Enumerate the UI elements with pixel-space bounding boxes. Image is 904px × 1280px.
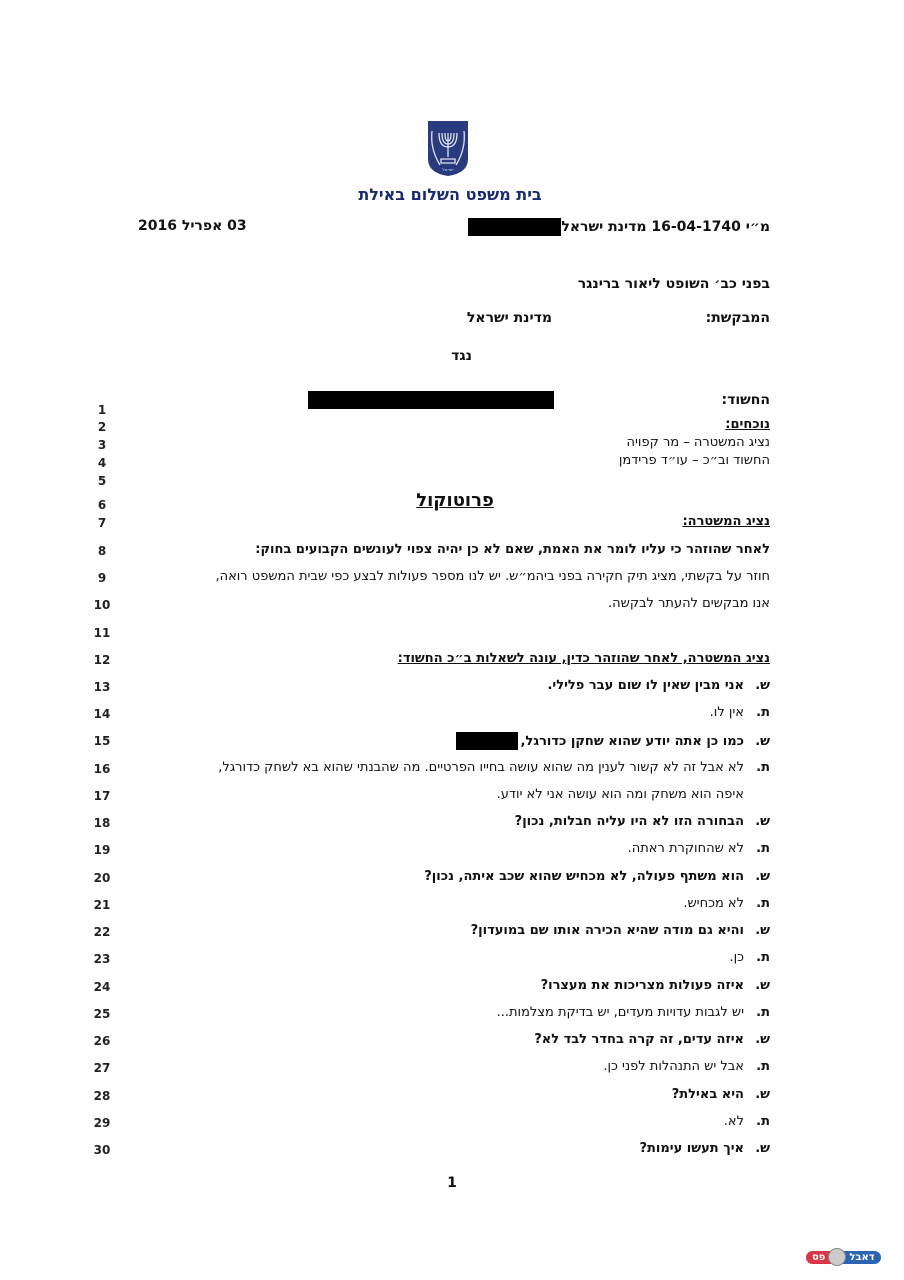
question-text: והיא גם מודה שהיא הכירה אותו שם במועדון? bbox=[470, 923, 744, 938]
line-number: 8 bbox=[97, 544, 107, 558]
answer-text: לא מכחיש. bbox=[683, 896, 744, 911]
protocol-title: פרוטוקול bbox=[416, 490, 494, 511]
answer-mark: ת. bbox=[756, 1114, 770, 1129]
line-number: 16 bbox=[93, 762, 111, 776]
line-number: 21 bbox=[93, 898, 111, 912]
watermark-right: דאבל bbox=[843, 1251, 880, 1264]
answer-continuation: איפה הוא משחק ומה הוא עושה אני לא יודע. bbox=[496, 787, 744, 802]
line-number: 13 bbox=[93, 680, 111, 694]
line-number: 18 bbox=[93, 816, 111, 830]
judge-line: בפני כב׳ השופט ליאור ברינגר bbox=[577, 276, 770, 292]
question-row bbox=[534, 1032, 770, 1047]
line-number: 1 bbox=[97, 403, 107, 417]
statement-line: אנו מבקשים להעתר לבקשה. bbox=[607, 596, 770, 611]
requester-label: המבקשת: bbox=[705, 310, 770, 326]
question-text: הוא משתף פעולה, לא מכחיש שהוא שכב איתה, נכון? bbox=[424, 869, 744, 884]
line-number: 3 bbox=[97, 438, 107, 452]
answer-mark: ת. bbox=[756, 950, 770, 965]
line-number: 24 bbox=[93, 980, 111, 994]
page-number: 1 bbox=[447, 1175, 457, 1191]
line-number: 28 bbox=[93, 1089, 111, 1103]
question-row bbox=[515, 814, 770, 829]
court-name: בית משפט השלום באילת bbox=[358, 185, 542, 204]
svg-text:ישראל: ישראל bbox=[442, 167, 454, 172]
question-mark: ש. bbox=[755, 1087, 770, 1102]
answer-row bbox=[497, 1005, 770, 1020]
question-row bbox=[424, 869, 770, 884]
question-text: הבחורה הזו לא היו עליה חבלות, נכון? bbox=[514, 814, 744, 829]
line-number: 11 bbox=[93, 626, 111, 640]
line-number: 29 bbox=[93, 1116, 111, 1130]
present-line: נציג המשטרה – מר קפויה bbox=[626, 435, 770, 450]
answer-row bbox=[683, 896, 770, 911]
line-number: 10 bbox=[93, 598, 111, 612]
answer-text: אין לו. bbox=[709, 705, 744, 720]
case-number-text: מ״י 16-04-1740 מדינת ישראל bbox=[561, 219, 770, 235]
answer-text: אבל יש התנהלות לפני כן. bbox=[603, 1059, 744, 1074]
versus-label: נגד bbox=[451, 348, 472, 364]
requester-value: מדינת ישראל bbox=[466, 310, 552, 326]
answer-row bbox=[628, 841, 770, 856]
line-number: 9 bbox=[97, 571, 107, 585]
line-number: 20 bbox=[93, 871, 111, 885]
question-mark: ש. bbox=[755, 869, 770, 884]
suspect-label: החשוד: bbox=[721, 392, 770, 408]
answer-row bbox=[729, 950, 770, 965]
question-row bbox=[456, 732, 770, 750]
question-text: איזה פעולות מצריכות את מעצרו? bbox=[540, 978, 744, 993]
watermark-logo bbox=[806, 1248, 896, 1266]
line-number: 14 bbox=[93, 707, 111, 721]
answer-mark: ת. bbox=[756, 841, 770, 856]
answer-mark: ת. bbox=[756, 896, 770, 911]
answer-text: לא אבל זה לא קשור לענין מה שהוא עושה בחייו הפרטיים. מה שהבנתי שהוא בא לשחק כדורגל, bbox=[218, 760, 744, 775]
answer-text: כן. bbox=[729, 950, 744, 965]
warning-text: לאחר שהוזהר כי עליו לומר את האמת, שאם לא כן יהיה צפוי לעונשים הקבועים בחוק: bbox=[255, 542, 770, 557]
answer-mark: ת. bbox=[756, 760, 770, 775]
line-number: 17 bbox=[93, 789, 111, 803]
question-mark: ש. bbox=[755, 814, 770, 829]
question-mark: ש. bbox=[755, 678, 770, 693]
line-number: 30 bbox=[93, 1143, 111, 1157]
line-number: 7 bbox=[97, 516, 107, 530]
answer-row bbox=[710, 705, 770, 720]
answer-row bbox=[218, 760, 770, 775]
line-number: 23 bbox=[93, 952, 111, 966]
question-row bbox=[547, 678, 770, 693]
redacted-suspect-name bbox=[308, 391, 554, 409]
present-heading: נוכחים: bbox=[725, 417, 770, 432]
answer-text: יש לגבות עדויות מעדים, יש בדיקת מצלמות... bbox=[496, 1005, 744, 1020]
hearing-date: 03 אפריל 2016 bbox=[138, 218, 247, 234]
line-number: 6 bbox=[97, 498, 107, 512]
line-number: 4 bbox=[97, 456, 107, 470]
question-row bbox=[471, 923, 770, 938]
line-number: 5 bbox=[97, 474, 107, 488]
line-number: 27 bbox=[93, 1061, 111, 1075]
statement-line: חוזר על בקשתי, מציג תיק חקירה בפני ביהמ״ש. יש לנו מספר פעולות לבצע כפי שבית המשפט רואה, bbox=[215, 569, 770, 584]
question-text: אני מבין שאין לו שום עבר פלילי. bbox=[547, 678, 744, 693]
line-number: 22 bbox=[93, 925, 111, 939]
answer-mark: ת. bbox=[756, 1059, 770, 1074]
state-emblem-icon bbox=[426, 119, 470, 177]
answer-row bbox=[603, 1059, 770, 1074]
question-mark: ש. bbox=[755, 733, 770, 749]
question-text: כמו כן אתה יודע שהוא שחקן כדורגל, bbox=[520, 733, 744, 749]
question-row bbox=[640, 1141, 771, 1156]
line-number: 2 bbox=[97, 420, 107, 434]
question-text: איך תעשו עימות? bbox=[639, 1141, 744, 1156]
cross-exam-heading: נציג המשטרה, לאחר שהוזהר כדין, עונה לשאלות ב״כ החשוד: bbox=[397, 651, 770, 666]
question-row bbox=[672, 1087, 770, 1102]
line-number: 19 bbox=[93, 843, 111, 857]
line-number: 12 bbox=[93, 653, 111, 667]
question-mark: ש. bbox=[755, 1141, 770, 1156]
question-row bbox=[541, 978, 770, 993]
question-mark: ש. bbox=[755, 923, 770, 938]
police-rep-heading: נציג המשטרה: bbox=[682, 514, 770, 529]
present-line: החשוד וב״כ – עו״ד פרידמן bbox=[618, 453, 770, 468]
redacted-block bbox=[456, 732, 518, 750]
line-number: 26 bbox=[93, 1034, 111, 1048]
answer-text: לא שהחוקרת ראתה. bbox=[627, 841, 744, 856]
question-text: איזה עדים, זה קרה בחדר לבד לא? bbox=[534, 1032, 744, 1047]
question-mark: ש. bbox=[755, 1032, 770, 1047]
question-text: היא באילת? bbox=[671, 1087, 744, 1102]
answer-mark: ת. bbox=[756, 705, 770, 720]
answer-row bbox=[724, 1114, 770, 1129]
case-number bbox=[468, 218, 770, 236]
redacted-block bbox=[468, 218, 561, 236]
question-mark: ש. bbox=[755, 978, 770, 993]
line-number: 15 bbox=[93, 734, 111, 748]
watermark-left: פס bbox=[806, 1251, 831, 1264]
answer-mark: ת. bbox=[756, 1005, 770, 1020]
line-number: 25 bbox=[93, 1007, 111, 1021]
answer-text: לא. bbox=[723, 1114, 744, 1129]
